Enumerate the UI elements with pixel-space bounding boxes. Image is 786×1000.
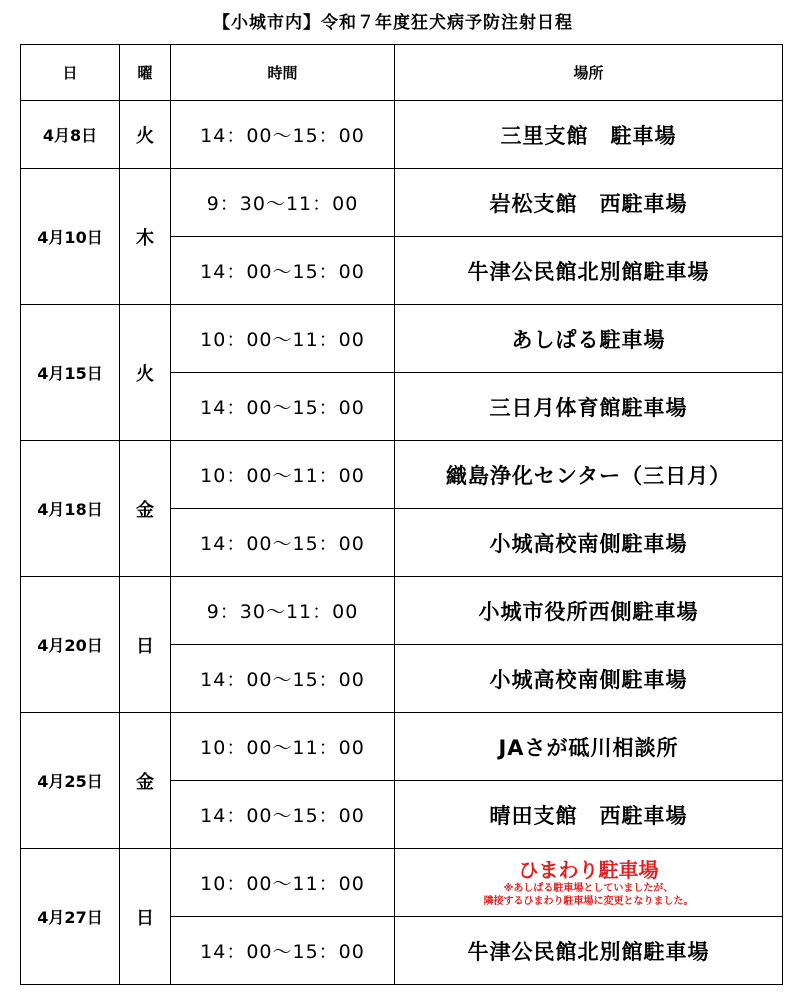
date-cell: 4月27日: [21, 849, 120, 985]
place-cell: 小城市役所西側駐車場: [395, 577, 783, 645]
header-time: 時間: [171, 45, 395, 101]
header-day: 日: [21, 45, 120, 101]
table-row: [21, 849, 783, 917]
weekday-cell: 木: [120, 169, 171, 305]
time-cell: 10：00～11：00: [171, 305, 395, 373]
time-cell: 14：00～15：00: [171, 781, 395, 849]
table-row: [21, 713, 783, 781]
date-cell: 4月25日: [21, 713, 120, 849]
schedule-table: [20, 44, 783, 985]
time-cell: 14：00～15：00: [171, 101, 395, 169]
time-cell: 9：30～11：00: [171, 169, 395, 237]
header-place: 場所: [395, 45, 783, 101]
place-cell-changed: [395, 849, 783, 917]
weekday-cell: 金: [120, 441, 171, 577]
table-row: [21, 305, 783, 373]
time-cell: 14：00～15：00: [171, 373, 395, 441]
place-cell: JAさが砥川相談所: [395, 713, 783, 781]
place-cell: 岩松支館 西駐車場: [395, 169, 783, 237]
place-cell: 牛津公民館北別館駐車場: [395, 237, 783, 305]
time-cell: 10：00～11：00: [171, 849, 395, 917]
time-cell: 14：00～15：00: [171, 645, 395, 713]
change-note-line-1: ※あしぱる駐車場としていましたが、: [503, 882, 674, 894]
place-cell: 牛津公民館北別館駐車場: [395, 917, 783, 985]
time-cell: 10：00～11：00: [171, 441, 395, 509]
place-cell: 三日月体育館駐車場: [395, 373, 783, 441]
changed-place-name: ひまわり駐車場: [518, 857, 659, 882]
time-cell: 10：00～11：00: [171, 713, 395, 781]
table-row: [21, 441, 783, 509]
weekday-cell: 金: [120, 713, 171, 849]
page-title: 【小城市内】令和７年度狂犬病予防注射日程: [213, 13, 573, 33]
schedule-body: [21, 101, 783, 985]
place-cell: 織島浄化センター（三日月）: [395, 441, 783, 509]
place-cell: あしぱる駐車場: [395, 305, 783, 373]
time-cell: 14：00～15：00: [171, 237, 395, 305]
weekday-cell: 日: [120, 577, 171, 713]
place-cell: 晴田支館 西駐車場: [395, 781, 783, 849]
change-note-line-2: 隣接するひまわり駐車場に変更となりました。: [483, 895, 694, 907]
place-cell: 三里支館 駐車場: [395, 101, 783, 169]
date-cell: 4月20日: [21, 577, 120, 713]
header-weekday: 曜: [120, 45, 171, 101]
table-row: [21, 101, 783, 169]
weekday-cell: 火: [120, 305, 171, 441]
date-cell: 4月15日: [21, 305, 120, 441]
table-row: [21, 169, 783, 237]
time-cell: 9：30～11：00: [171, 577, 395, 645]
table-row: [21, 577, 783, 645]
place-cell: 小城高校南側駐車場: [395, 645, 783, 713]
date-cell: 4月8日: [21, 101, 120, 169]
time-cell: 14：00～15：00: [171, 509, 395, 577]
date-cell: 4月18日: [21, 441, 120, 577]
time-cell: 14：00～15：00: [171, 917, 395, 985]
weekday-cell: 日: [120, 849, 171, 985]
header-row: [21, 45, 783, 101]
date-cell: 4月10日: [21, 169, 120, 305]
place-cell: 小城高校南側駐車場: [395, 509, 783, 577]
weekday-cell: 火: [120, 101, 171, 169]
